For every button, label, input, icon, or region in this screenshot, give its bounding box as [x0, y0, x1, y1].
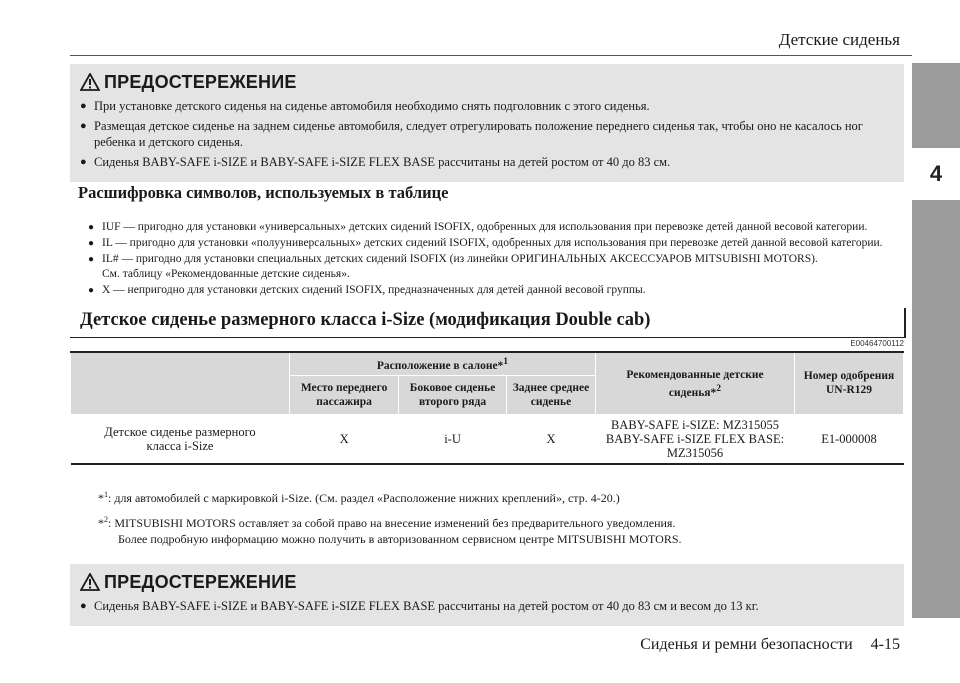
warning-list — [80, 598, 894, 614]
warning-title: ПРЕДОСТЕРЕЖЕНИЕ — [104, 571, 297, 592]
recommended-line: BABY-SAFE i-SIZE: MZ315055 — [610, 417, 780, 432]
warning-triangle-icon — [80, 573, 100, 591]
cell-front: X — [290, 414, 399, 464]
footnote — [98, 512, 898, 547]
table-row — [71, 414, 904, 464]
table-header-recommended — [596, 352, 795, 414]
warning-box-bottom — [70, 564, 904, 626]
page-header-title: Детские сиденья — [778, 30, 900, 49]
warning-header — [80, 570, 894, 594]
header-recommended-text: Рекомендованные детские сиденья* — [626, 368, 764, 399]
footnote-text: : MITSUBISHI MOTORS оставляет за собой право на внесение изменений без предварительного уведомления. — [108, 516, 676, 530]
footnote-ref: 1 — [503, 356, 509, 367]
header-divider — [70, 55, 912, 56]
warning-list — [80, 98, 894, 170]
header-position-text: Расположение в салоне* — [376, 359, 504, 372]
table-header-position — [290, 352, 596, 375]
warning-box-top — [70, 64, 904, 182]
warning-header — [80, 70, 894, 94]
footnote-mark: * — [98, 516, 104, 530]
legend-heading: Расшифровка символов, используемых в таблице — [78, 183, 449, 202]
warning-item: ● Сиденья BABY-SAFE i-SIZE и BABY-SAFE i-SIZE FLEX BASE рассчитаны на детей ростом от 40 до 83 см. — [80, 154, 894, 170]
recommended-line: BABY-SAFE i-SIZE FLEX BASE: MZ315056 — [605, 431, 785, 460]
legend-list — [88, 220, 898, 299]
table-subheader-rear-center: Заднее среднее сиденье — [506, 375, 595, 414]
footnote — [98, 487, 898, 506]
footnote-text: : для автомобилей с маркировкой i-Size. (См. раздел «Расположение нижних креплений», стр. 4-20.) — [108, 491, 620, 505]
footnote-text-continued: Более подробную информацию можно получить в авторизованном сервисном центре MITSUBISHI MOTORS. — [118, 532, 682, 546]
legend-item: ● IUF — пригодно для установки «универсальных» детских сидений ISOFIX, одобренных для использования при перевозке детей данной весовой категории. — [88, 220, 898, 235]
warning-item: ● Размещая детское сиденье на заднем сиденье автомобиля, следует отрегулировать положение переднего сиденья так, чтобы оно не касалось ног ребенка и детского сиденья. — [80, 118, 894, 150]
warning-title: ПРЕДОСТЕРЕЖЕНИЕ — [104, 71, 297, 92]
chapter-side-tab — [912, 63, 960, 618]
table-subheader-side: Боковое сиденье второго ряда — [399, 375, 507, 414]
footer-section: Сиденья и ремни безопасности — [640, 636, 853, 653]
legend-item: ● IL — пригодно для установки «полууниверсальных» детских сидений ISOFIX, одобренных для использования при перевозке детей данной весовой категории. — [88, 236, 898, 251]
section-heading-box — [70, 308, 906, 338]
legend-item: ● X — непригодно для установки детских сидений ISOFIX, предназначенных для детей данной весовой группы. — [88, 283, 898, 298]
document-code: E00464700112 — [850, 339, 904, 348]
cell-recommended — [596, 414, 795, 464]
page-footer — [640, 636, 900, 654]
page-number: 4-15 — [870, 636, 900, 653]
footnote-number: 2 — [104, 515, 108, 524]
isize-table — [70, 351, 904, 465]
footnote-ref: 2 — [716, 382, 722, 394]
table-subheader-front: Место переднего пассажира — [290, 375, 399, 414]
chapter-number: 4 — [912, 148, 960, 200]
table-header-approval: Номер одобрения UN-R129 — [795, 352, 904, 414]
footnote-number: 1 — [104, 490, 108, 499]
row-label: Детское сиденье размерного класса i-Size — [71, 414, 290, 464]
table-corner-cell — [71, 352, 290, 414]
cell-rear-center: X — [506, 414, 595, 464]
legend-item-note: См. таблицу «Рекомендованные детские сиденья». — [102, 268, 350, 280]
cell-approval: E1-000008 — [795, 414, 904, 464]
warning-item: ● При установке детского сиденья на сиденье автомобиля необходимо снять подголовник с этого сиденья. — [80, 98, 894, 114]
warning-item: ● Сиденья BABY-SAFE i-SIZE и BABY-SAFE i-SIZE FLEX BASE рассчитаны на детей ростом от 40 до 83 см и весом до 13 кг. — [80, 598, 894, 614]
legend-item — [88, 252, 898, 282]
footnote-mark: * — [98, 491, 104, 505]
section-heading: Детское сиденье размерного класса i-Size (модификация Double cab) — [80, 310, 651, 330]
cell-side: i-U — [399, 414, 507, 464]
warning-triangle-icon — [80, 73, 100, 91]
legend-item-text: IL# — пригодно для установки специальных детских сидений ISOFIX (из линейки ОРИГИНАЛЬНЫХ АКСЕССУАРОВ MITSUBISHI MOTORS). — [102, 253, 818, 265]
